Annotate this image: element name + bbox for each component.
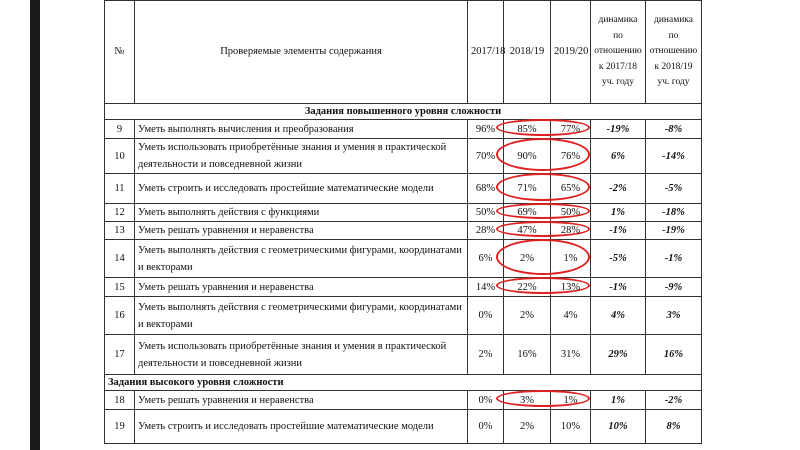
- dynamics-vs-2018-19: 3%: [646, 297, 702, 335]
- task-description: Уметь использовать приобретённые знания и умения в практической деятельности и повседневной жизни: [135, 139, 468, 174]
- section-row: [105, 375, 702, 391]
- task-description: Уметь выполнять действия с функциями: [135, 204, 468, 222]
- table-row: [105, 410, 702, 444]
- dynamics-vs-2017-18: -2%: [591, 174, 646, 204]
- dynamics-vs-2017-18: -5%: [591, 240, 646, 278]
- table-row: [105, 391, 702, 410]
- value-2019-20: 31%: [551, 335, 591, 375]
- value-2019-20: 13%: [551, 278, 591, 297]
- dynamics-vs-2017-18: 29%: [591, 335, 646, 375]
- value-2017-18: 6%: [468, 240, 504, 278]
- dynamics-vs-2018-19: -1%: [646, 240, 702, 278]
- value-2017-18: 0%: [468, 297, 504, 335]
- header-dynamics-vs-2017-18: динамика по отношению к 2017/18 уч. году: [591, 1, 646, 104]
- value-text: 2%: [520, 253, 534, 264]
- value-2019-20: 1%: [551, 240, 591, 278]
- value-text: 90%: [517, 150, 537, 162]
- header-desc: Проверяемые элементы содержания: [135, 1, 468, 104]
- value-text: 2%: [520, 421, 534, 432]
- task-description: Уметь решать уравнения и неравенства: [135, 391, 468, 410]
- dynamics-vs-2017-18: 1%: [591, 204, 646, 222]
- task-number: 13: [105, 222, 135, 240]
- dynamics-vs-2018-19: -14%: [646, 139, 702, 174]
- value-text: 69%: [517, 207, 537, 218]
- table-row: [105, 297, 702, 335]
- dynamics-vs-2018-19: -8%: [646, 120, 702, 139]
- value-2017-18: 28%: [468, 222, 504, 240]
- value-2017-18: 0%: [468, 391, 504, 410]
- value-2017-18: 50%: [468, 204, 504, 222]
- table-row: [105, 278, 702, 297]
- dynamics-vs-2018-19: -19%: [646, 222, 702, 240]
- value-2017-18: 70%: [468, 139, 504, 174]
- header-row: [105, 1, 702, 104]
- value-2019-20: 28%: [551, 222, 591, 240]
- value-text: 85%: [517, 123, 537, 135]
- task-description: Уметь выполнять действия с геометрическими фигурами, координатами и векторами: [135, 297, 468, 335]
- value-text: 2%: [520, 310, 534, 321]
- task-number: 19: [105, 410, 135, 444]
- dynamics-vs-2018-19: -2%: [646, 391, 702, 410]
- task-number: 14: [105, 240, 135, 278]
- results-table: [104, 0, 702, 444]
- value-2018-19: [504, 204, 551, 222]
- dynamics-vs-2017-18: -1%: [591, 278, 646, 297]
- dynamics-vs-2017-18: 4%: [591, 297, 646, 335]
- value-2017-18: 0%: [468, 410, 504, 444]
- value-2017-18: 96%: [468, 120, 504, 139]
- value-2018-19: [504, 410, 551, 444]
- task-description: Уметь строить и исследовать простейшие математические модели: [135, 410, 468, 444]
- value-2019-20: 4%: [551, 297, 591, 335]
- table-row: [105, 139, 702, 174]
- task-number: 12: [105, 204, 135, 222]
- dynamics-vs-2018-19: -18%: [646, 204, 702, 222]
- dynamics-vs-2017-18: 6%: [591, 139, 646, 174]
- header-num: №: [105, 1, 135, 104]
- task-number: 16: [105, 297, 135, 335]
- task-number: 11: [105, 174, 135, 204]
- table-row: [105, 120, 702, 139]
- table-row: [105, 240, 702, 278]
- value-2017-18: 2%: [468, 335, 504, 375]
- task-number: 9: [105, 120, 135, 139]
- value-2019-20: 77%: [551, 120, 591, 139]
- task-description: Уметь выполнять вычисления и преобразования: [135, 120, 468, 139]
- value-text: 47%: [517, 225, 537, 236]
- header-2018-19: 2018/19: [504, 1, 551, 104]
- value-2018-19: [504, 120, 551, 139]
- dynamics-vs-2017-18: -19%: [591, 120, 646, 139]
- dynamics-vs-2018-19: 8%: [646, 410, 702, 444]
- value-2019-20: 1%: [551, 391, 591, 410]
- value-2017-18: 14%: [468, 278, 504, 297]
- table-row: [105, 204, 702, 222]
- value-2017-18: 68%: [468, 174, 504, 204]
- dynamics-vs-2017-18: -1%: [591, 222, 646, 240]
- section-row: [105, 104, 702, 120]
- task-number: 10: [105, 139, 135, 174]
- table-row: [105, 174, 702, 204]
- dynamics-vs-2018-19: -5%: [646, 174, 702, 204]
- value-2018-19: [504, 240, 551, 278]
- dynamics-vs-2017-18: 10%: [591, 410, 646, 444]
- section-title: Задания повышенного уровня сложности: [105, 104, 702, 120]
- table-row: [105, 222, 702, 240]
- value-2018-19: [504, 297, 551, 335]
- value-text: 16%: [517, 349, 537, 360]
- dynamics-vs-2018-19: 16%: [646, 335, 702, 375]
- table-row: [105, 335, 702, 375]
- task-number: 18: [105, 391, 135, 410]
- value-2018-19: [504, 174, 551, 204]
- task-number: 15: [105, 278, 135, 297]
- value-text: 3%: [520, 394, 534, 406]
- header-2017-18: 2017/18: [468, 1, 504, 104]
- task-description: Уметь решать уравнения и неравенства: [135, 278, 468, 297]
- value-2018-19: [504, 222, 551, 240]
- value-2018-19: [504, 278, 551, 297]
- header-dynamics-vs-2018-19: динамика по отношению к 2018/19 уч. году: [646, 1, 702, 104]
- value-2019-20: 65%: [551, 174, 591, 204]
- task-description: Уметь использовать приобретённые знания и умения в практической деятельности и повседневной жизни: [135, 335, 468, 375]
- value-2019-20: 10%: [551, 410, 591, 444]
- value-text: 22%: [517, 281, 537, 293]
- section-title: Задания высокого уровня сложности: [105, 375, 702, 391]
- table-body: [105, 104, 702, 444]
- slide-left-bar: [30, 0, 40, 450]
- value-2019-20: 76%: [551, 139, 591, 174]
- header-2019-20: 2019/20: [551, 1, 591, 104]
- task-description: Уметь решать уравнения и неравенства: [135, 222, 468, 240]
- value-2018-19: [504, 391, 551, 410]
- value-2018-19: [504, 139, 551, 174]
- dynamics-vs-2018-19: -9%: [646, 278, 702, 297]
- task-number: 17: [105, 335, 135, 375]
- task-description: Уметь строить и исследовать простейшие математические модели: [135, 174, 468, 204]
- value-2018-19: [504, 335, 551, 375]
- value-text: 71%: [517, 183, 537, 194]
- dynamics-vs-2017-18: 1%: [591, 391, 646, 410]
- task-description: Уметь выполнять действия с геометрическими фигурами, координатами и векторами: [135, 240, 468, 278]
- value-2019-20: 50%: [551, 204, 591, 222]
